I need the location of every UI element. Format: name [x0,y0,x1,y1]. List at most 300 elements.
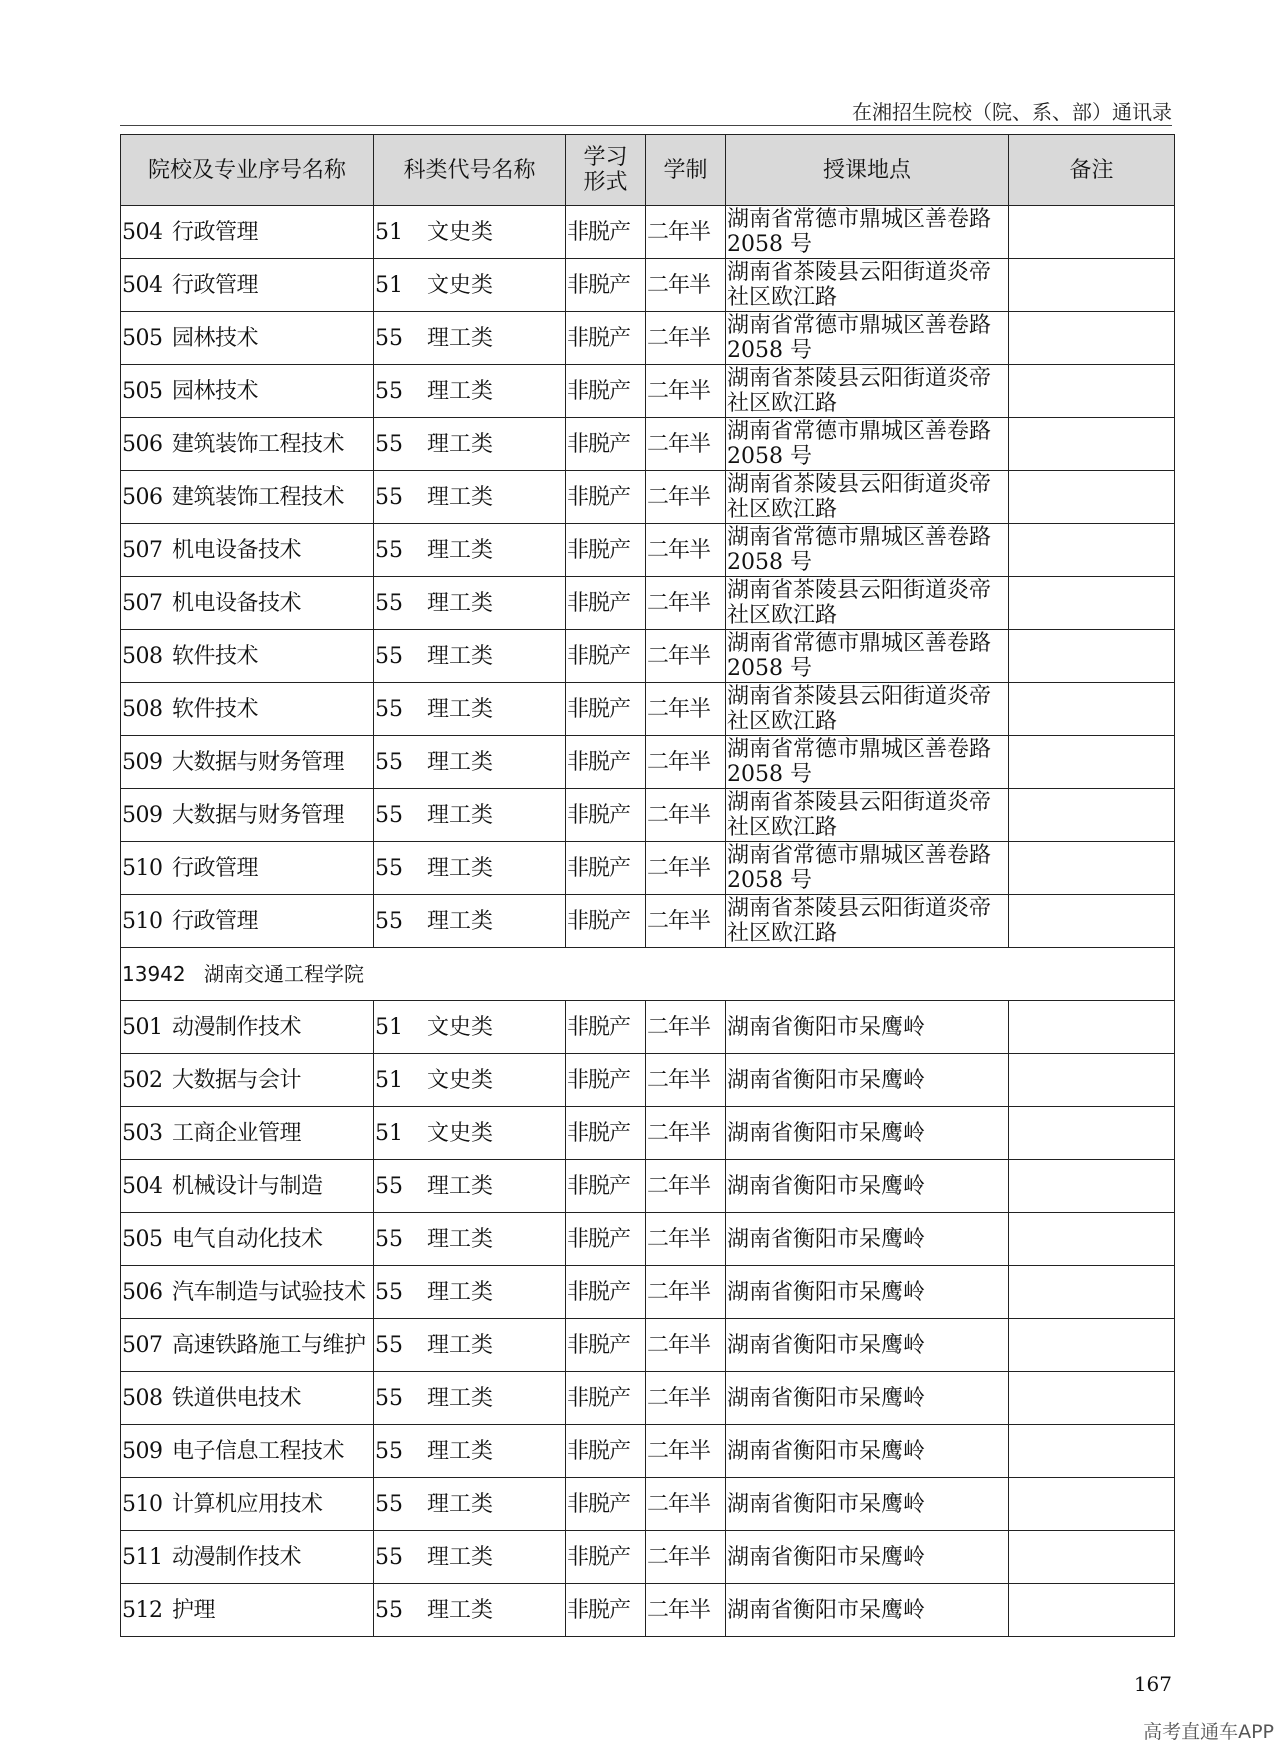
category-code: 51 [375,272,403,298]
location-line-2: 社区欧江路 [727,815,838,840]
notes-cell [1009,577,1175,630]
major-cell [121,842,374,895]
category-code: 55 [375,1438,403,1464]
table-row [121,842,1175,895]
category-code: 55 [375,1385,403,1411]
location-line-1: 湖南省衡阳市呆鹰岭 [727,1120,926,1146]
table-row [121,1001,1175,1054]
study-mode-cell: 非脱产 [566,206,646,259]
table-row [121,206,1175,259]
major-cell [121,312,374,365]
major-cell [121,630,374,683]
table-row [121,1107,1175,1160]
category-cell [374,312,566,365]
study-mode-cell: 非脱产 [566,789,646,842]
category-name: 理工类 [427,590,494,616]
location-line-2: 2058 号 [727,444,812,469]
table-row [121,1425,1175,1478]
study-mode-cell: 非脱产 [566,1001,646,1054]
duration-cell: 二年半 [646,524,726,577]
notes-cell [1009,1531,1175,1584]
category-name: 理工类 [427,1279,494,1305]
location-cell [726,1425,1009,1478]
study-mode-cell: 非脱产 [566,1107,646,1160]
college-row [121,948,1175,1001]
duration-cell: 二年半 [646,842,726,895]
major-code: 509 [122,1438,163,1464]
location-line-2: 2058 号 [727,550,812,575]
notes-cell [1009,365,1175,418]
major-code: 502 [122,1067,163,1093]
major-name: 行政管理 [172,219,259,245]
major-code: 507 [122,537,163,563]
category-code: 55 [375,378,403,404]
category-cell [374,471,566,524]
major-cell [121,1054,374,1107]
table-row [121,365,1175,418]
location-line-1: 湖南省茶陵县云阳街道炎帝 [727,260,992,285]
notes-cell [1009,1107,1175,1160]
category-code: 55 [375,1597,403,1623]
study-mode-cell: 非脱产 [566,842,646,895]
location-cell [726,259,1009,312]
duration-cell: 二年半 [646,789,726,842]
location-cell [726,683,1009,736]
table-body-previous-college [121,206,1175,948]
major-code: 511 [122,1544,163,1570]
category-cell [374,1478,566,1531]
category-code: 55 [375,537,403,563]
watermark: 高考直通车APP [1143,1721,1274,1743]
notes-cell [1009,1213,1175,1266]
location-cell [726,895,1009,948]
category-name: 理工类 [427,1332,494,1358]
major-name: 大数据与会计 [172,1067,302,1093]
location-line-2: 社区欧江路 [727,391,838,416]
duration-cell: 二年半 [646,1531,726,1584]
category-name: 文史类 [427,1120,494,1146]
location-line-2: 社区欧江路 [727,709,838,734]
category-cell [374,259,566,312]
table-row [121,259,1175,312]
location-line-1: 湖南省常德市鼎城区善卷路 [727,843,992,868]
category-cell [374,1213,566,1266]
location-cell [726,1372,1009,1425]
major-cell [121,895,374,948]
location-cell [726,1319,1009,1372]
notes-cell [1009,683,1175,736]
duration-cell: 二年半 [646,1319,726,1372]
major-name: 动漫制作技术 [172,1014,302,1040]
category-code: 55 [375,1226,403,1252]
major-cell [121,365,374,418]
study-mode-cell: 非脱产 [566,418,646,471]
location-line-1: 湖南省衡阳市呆鹰岭 [727,1014,926,1040]
location-line-1: 湖南省衡阳市呆鹰岭 [727,1544,926,1570]
table-row [121,1266,1175,1319]
notes-cell [1009,1160,1175,1213]
major-code: 506 [122,1279,163,1305]
category-code: 55 [375,855,403,881]
study-mode-cell: 非脱产 [566,1478,646,1531]
table-row [121,1478,1175,1531]
major-name: 软件技术 [172,643,259,669]
duration-cell: 二年半 [646,683,726,736]
location-cell [726,1107,1009,1160]
location-line-2: 2058 号 [727,868,812,893]
major-name: 大数据与财务管理 [172,749,345,775]
duration-cell: 二年半 [646,418,726,471]
notes-cell [1009,895,1175,948]
category-code: 55 [375,1491,403,1517]
location-line-1: 湖南省衡阳市呆鹰岭 [727,1067,926,1093]
category-cell [374,577,566,630]
major-code: 510 [122,908,163,934]
category-code: 55 [375,1173,403,1199]
duration-cell: 二年半 [646,577,726,630]
major-cell [121,259,374,312]
duration-cell: 二年半 [646,206,726,259]
location-line-2: 社区欧江路 [727,603,838,628]
notes-cell [1009,1001,1175,1054]
location-cell [726,1213,1009,1266]
major-code: 504 [122,272,163,298]
category-cell [374,365,566,418]
table-row [121,736,1175,789]
location-line-2: 社区欧江路 [727,921,838,946]
category-code: 55 [375,802,403,828]
category-name: 理工类 [427,1491,494,1517]
location-line-1: 湖南省衡阳市呆鹰岭 [727,1597,926,1623]
category-name: 理工类 [427,855,494,881]
major-cell [121,1160,374,1213]
location-cell [726,312,1009,365]
category-cell [374,842,566,895]
category-name: 理工类 [427,1173,494,1199]
major-code: 512 [122,1597,163,1623]
major-cell [121,206,374,259]
location-line-1: 湖南省常德市鼎城区善卷路 [727,419,992,444]
duration-cell: 二年半 [646,471,726,524]
duration-cell: 二年半 [646,1584,726,1637]
location-line-1: 湖南省常德市鼎城区善卷路 [727,207,992,232]
major-code: 506 [122,484,163,510]
study-mode-cell: 非脱产 [566,1372,646,1425]
table-row [121,789,1175,842]
category-name: 文史类 [427,272,494,298]
major-code: 503 [122,1120,163,1146]
location-line-1: 湖南省衡阳市呆鹰岭 [727,1173,926,1199]
notes-cell [1009,1054,1175,1107]
category-name: 文史类 [427,219,494,245]
study-mode-cell: 非脱产 [566,1319,646,1372]
category-cell [374,1425,566,1478]
table-row [121,312,1175,365]
table-row [121,577,1175,630]
table-body-hunan-jiaotong [121,1001,1175,1637]
major-cell [121,1266,374,1319]
college-cell [121,948,1175,1001]
major-code: 505 [122,378,163,404]
location-cell [726,418,1009,471]
location-line-1: 湖南省衡阳市呆鹰岭 [727,1226,926,1252]
study-mode-cell: 非脱产 [566,1584,646,1637]
category-cell [374,1054,566,1107]
location-cell [726,471,1009,524]
location-cell [726,206,1009,259]
study-mode-cell: 非脱产 [566,259,646,312]
location-cell [726,789,1009,842]
duration-cell: 二年半 [646,1213,726,1266]
category-cell [374,1001,566,1054]
major-cell [121,1213,374,1266]
enrollment-table [120,134,1175,1637]
notes-cell [1009,789,1175,842]
major-code: 504 [122,1173,163,1199]
location-line-1: 湖南省常德市鼎城区善卷路 [727,313,992,338]
duration-cell: 二年半 [646,365,726,418]
category-code: 55 [375,643,403,669]
category-cell [374,524,566,577]
major-code: 510 [122,855,163,881]
major-name: 园林技术 [172,378,259,404]
major-cell [121,524,374,577]
duration-cell: 二年半 [646,1001,726,1054]
table-row [121,895,1175,948]
category-cell [374,895,566,948]
category-name: 理工类 [427,749,494,775]
location-cell [726,1160,1009,1213]
duration-cell: 二年半 [646,630,726,683]
study-mode-cell: 非脱产 [566,1266,646,1319]
category-cell [374,1584,566,1637]
major-name: 行政管理 [172,272,259,298]
major-cell [121,683,374,736]
study-mode-cell: 非脱产 [566,312,646,365]
table-row [121,630,1175,683]
location-line-1: 湖南省茶陵县云阳街道炎帝 [727,684,992,709]
study-mode-cell: 非脱产 [566,1213,646,1266]
location-cell [726,1531,1009,1584]
col-header-category: 科类代号名称 [374,135,566,206]
category-code: 51 [375,219,403,245]
duration-cell: 二年半 [646,1160,726,1213]
location-line-1: 湖南省衡阳市呆鹰岭 [727,1438,926,1464]
location-line-1: 湖南省茶陵县云阳街道炎帝 [727,578,992,603]
notes-cell [1009,259,1175,312]
notes-cell [1009,1584,1175,1637]
location-cell [726,365,1009,418]
major-cell [121,471,374,524]
location-cell [726,630,1009,683]
category-code: 55 [375,590,403,616]
table-row [121,524,1175,577]
col-header-location: 授课地点 [726,135,1009,206]
category-cell [374,1372,566,1425]
category-name: 理工类 [427,537,494,563]
col-header-major: 院校及专业序号名称 [121,135,374,206]
page-number: 167 [1133,1672,1172,1696]
table-row [121,1160,1175,1213]
major-cell [121,1531,374,1584]
table-row [121,1319,1175,1372]
category-code: 55 [375,431,403,457]
category-name: 理工类 [427,696,494,722]
category-cell [374,789,566,842]
table-row [121,418,1175,471]
major-code: 501 [122,1014,163,1040]
major-name: 高速铁路施工与维护 [172,1332,366,1358]
major-name: 园林技术 [172,325,259,351]
category-cell [374,1107,566,1160]
category-name: 文史类 [427,1067,494,1093]
category-cell [374,736,566,789]
major-code: 508 [122,1385,163,1411]
category-name: 理工类 [427,1597,494,1623]
study-mode-cell: 非脱产 [566,1054,646,1107]
notes-cell [1009,736,1175,789]
major-cell [121,1478,374,1531]
major-name: 电子信息工程技术 [172,1438,345,1464]
header-rule [120,125,1172,126]
major-name: 软件技术 [172,696,259,722]
table-row [121,471,1175,524]
notes-cell [1009,1319,1175,1372]
notes-cell [1009,418,1175,471]
category-name: 理工类 [427,1438,494,1464]
major-code: 508 [122,643,163,669]
location-line-1: 湖南省衡阳市呆鹰岭 [727,1491,926,1517]
major-name: 护理 [172,1597,216,1623]
duration-cell: 二年半 [646,1372,726,1425]
major-name: 建筑装饰工程技术 [172,484,345,510]
major-name: 计算机应用技术 [172,1491,323,1517]
category-code: 51 [375,1067,403,1093]
table-row [121,1531,1175,1584]
notes-cell [1009,842,1175,895]
category-code: 55 [375,1332,403,1358]
major-name: 机电设备技术 [172,590,302,616]
college-code: 13942 [122,961,186,986]
major-code: 505 [122,1226,163,1252]
study-mode-cell: 非脱产 [566,736,646,789]
category-name: 理工类 [427,1544,494,1570]
major-code: 508 [122,696,163,722]
category-name: 理工类 [427,802,494,828]
notes-cell [1009,1425,1175,1478]
category-code: 55 [375,908,403,934]
notes-cell [1009,524,1175,577]
location-cell [726,1478,1009,1531]
category-cell [374,1266,566,1319]
major-cell [121,736,374,789]
location-line-2: 2058 号 [727,338,812,363]
notes-cell [1009,1478,1175,1531]
category-cell [374,1319,566,1372]
major-code: 505 [122,325,163,351]
major-name: 铁道供电技术 [172,1385,302,1411]
category-code: 51 [375,1120,403,1146]
duration-cell: 二年半 [646,312,726,365]
notes-cell [1009,1266,1175,1319]
study-mode-cell: 非脱产 [566,1425,646,1478]
table-row [121,1372,1175,1425]
major-cell [121,1107,374,1160]
category-name: 文史类 [427,1014,494,1040]
major-code: 504 [122,219,163,245]
study-mode-cell: 非脱产 [566,471,646,524]
duration-cell: 二年半 [646,1478,726,1531]
study-mode-cell: 非脱产 [566,524,646,577]
duration-cell: 二年半 [646,259,726,312]
notes-cell [1009,630,1175,683]
major-name: 行政管理 [172,855,259,881]
category-code: 55 [375,484,403,510]
study-mode-cell: 非脱产 [566,630,646,683]
college-name: 湖南交通工程学院 [204,961,364,986]
major-code: 506 [122,431,163,457]
category-code: 51 [375,1014,403,1040]
study-mode-cell: 非脱产 [566,683,646,736]
duration-cell: 二年半 [646,1425,726,1478]
location-line-2: 2058 号 [727,232,812,257]
location-line-1: 湖南省常德市鼎城区善卷路 [727,525,992,550]
category-name: 理工类 [427,1226,494,1252]
category-cell [374,1160,566,1213]
study-mode-cell: 非脱产 [566,895,646,948]
major-cell [121,577,374,630]
category-name: 理工类 [427,908,494,934]
table-row [121,683,1175,736]
study-mode-cell: 非脱产 [566,1531,646,1584]
location-line-2: 社区欧江路 [727,285,838,310]
category-name: 理工类 [427,1385,494,1411]
major-cell [121,1584,374,1637]
duration-cell: 二年半 [646,1107,726,1160]
location-cell [726,736,1009,789]
table-row [121,1054,1175,1107]
location-cell [726,1266,1009,1319]
location-line-1: 湖南省衡阳市呆鹰岭 [727,1279,926,1305]
location-line-1: 湖南省茶陵县云阳街道炎帝 [727,896,992,921]
location-cell [726,524,1009,577]
notes-cell [1009,206,1175,259]
table-row [121,1213,1175,1266]
category-name: 理工类 [427,431,494,457]
major-cell [121,418,374,471]
location-line-1: 湖南省常德市鼎城区善卷路 [727,631,992,656]
major-code: 509 [122,802,163,828]
study-mode-header-text: 学习 形式 [583,145,628,195]
col-header-duration: 学制 [646,135,726,206]
col-header-study-mode [566,135,646,206]
location-cell [726,577,1009,630]
category-name: 理工类 [427,325,494,351]
location-cell [726,1001,1009,1054]
major-cell [121,789,374,842]
table-header-row [121,135,1175,206]
duration-cell: 二年半 [646,1266,726,1319]
category-code: 55 [375,749,403,775]
location-line-1: 湖南省茶陵县云阳街道炎帝 [727,366,992,391]
major-name: 机械设计与制造 [172,1173,323,1199]
major-code: 507 [122,590,163,616]
study-mode-cell: 非脱产 [566,1160,646,1213]
major-name: 行政管理 [172,908,259,934]
location-line-2: 社区欧江路 [727,497,838,522]
category-code: 55 [375,696,403,722]
major-code: 509 [122,749,163,775]
